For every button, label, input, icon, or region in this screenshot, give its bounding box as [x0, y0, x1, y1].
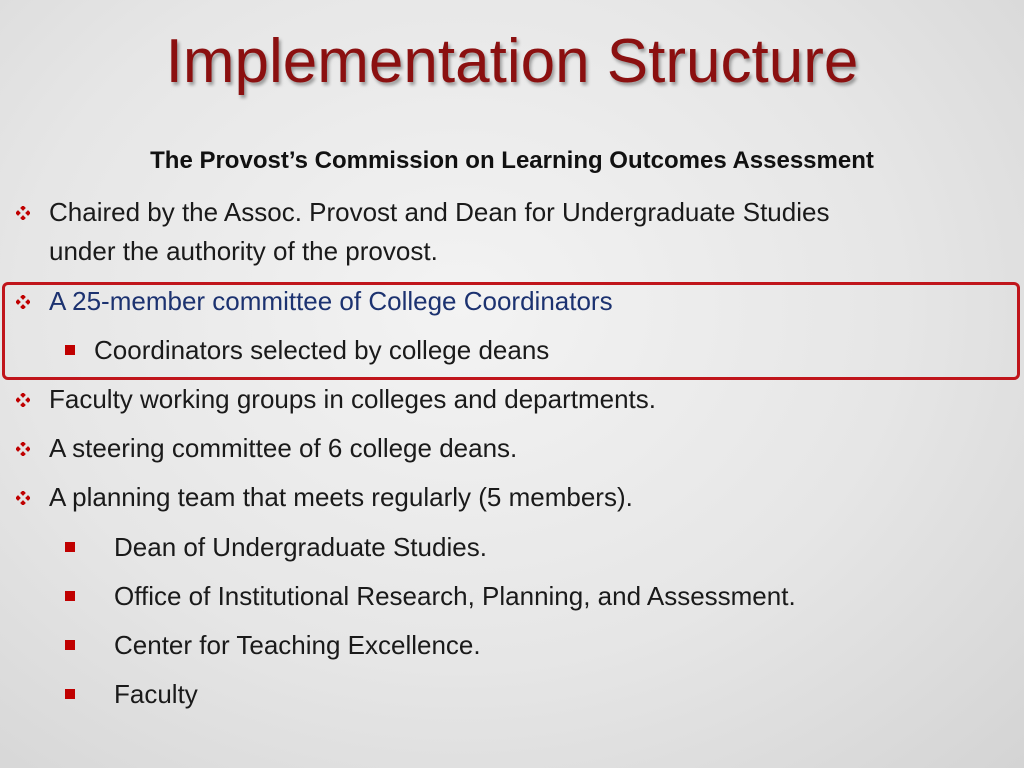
bullet-text: A steering committee of 6 college deans. — [49, 433, 518, 463]
bullet-text: Office of Institutional Research, Planning, and Assessment. — [114, 581, 796, 611]
diamond-bullet-icon — [16, 193, 30, 232]
slide-title: Implementation Structure — [165, 27, 859, 96]
bullet-faculty-working-groups — [16, 380, 656, 419]
bullet-chaired-by — [16, 193, 1006, 271]
bullet-text: Chaired by the Assoc. Provost and Dean for Undergraduate Studies — [49, 197, 830, 227]
bullet-text-continued: under the authority of the provost. — [49, 236, 438, 266]
highlight-box — [2, 282, 1020, 380]
bullet-text: Faculty working groups in colleges and departments. — [49, 384, 656, 414]
bullet-text: Dean of Undergraduate Studies. — [114, 532, 487, 562]
slide-subtitle: The Provost’s Commission on Learning Outcomes Assessment — [150, 147, 874, 174]
square-bullet-icon — [65, 640, 75, 650]
square-bullet-icon — [65, 689, 75, 699]
diamond-bullet-icon — [16, 429, 30, 468]
subbullet-institutional-research — [65, 577, 796, 616]
bullet-steering-committee — [16, 429, 517, 468]
square-bullet-icon — [65, 591, 75, 601]
subbullet-teaching-excellence — [65, 626, 481, 665]
subbullet-faculty — [65, 675, 198, 714]
bullet-text: Faculty — [114, 679, 198, 709]
bullet-text: Center for Teaching Excellence. — [114, 630, 481, 660]
subbullet-dean-undergraduate — [65, 528, 487, 567]
diamond-bullet-icon — [16, 380, 30, 419]
bullet-planning-team — [16, 478, 633, 517]
bullet-text: Coordinators selected by college deans — [94, 335, 550, 365]
bullet-text: A planning team that meets regularly (5 members). — [49, 482, 633, 512]
square-bullet-icon — [65, 542, 75, 552]
bullet-text: A 25-member committee of College Coordinators — [49, 286, 613, 316]
diamond-bullet-icon — [16, 478, 30, 517]
